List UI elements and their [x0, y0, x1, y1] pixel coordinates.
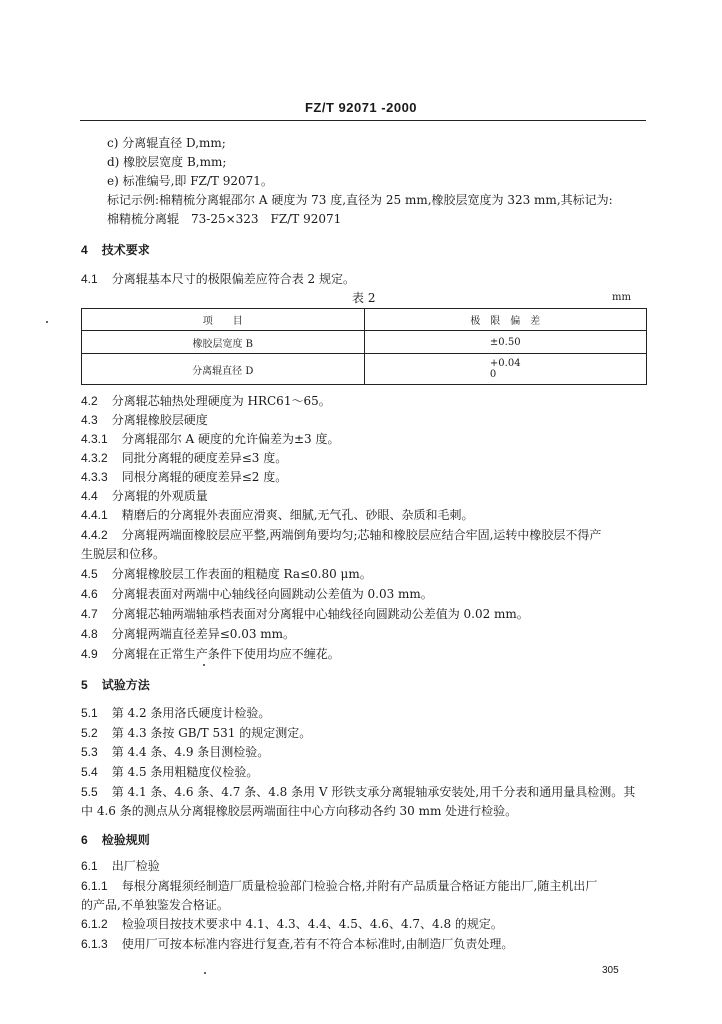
standard-number-header: FZ/T 92071 -2000 [304, 100, 418, 115]
section-4-title: 技术要求 [101, 243, 150, 257]
clause-4-3-2: 4.3.2 同批分离辊的硬度差异≤3 度。 [81, 451, 288, 465]
table-caption: 表 2 [352, 291, 376, 305]
clause-4-6: 4.6 分离辊表面对两端中心轴线径向圆跳动公差值为 0.03 mm。 [81, 587, 433, 601]
section-5-heading: 5 试验方法 [81, 678, 150, 692]
list-item-d: d) 橡胶层宽度 B,mm; [107, 155, 227, 169]
scan-speck [204, 972, 206, 974]
section-4-heading [81, 242, 150, 258]
clause-4-9: 4.9 分离辊在正常生产条件下使用均应不缠花。 [81, 647, 340, 661]
scan-speck [46, 321, 48, 323]
table-cell-item: 分离辊直径 D [82, 354, 365, 385]
list-item-e: e) 标准编号,即 FZ/T 92071。 [107, 174, 273, 188]
marking-example: 标记示例:棉精梳分离辊邵尔 A 硬度为 73 度,直径为 25 mm,橡胶层宽度为 323 mm,其标记为: [107, 193, 613, 207]
clause-4-3-3: 4.3.3 同根分离辊的硬度差异≤2 度。 [81, 470, 288, 484]
clause-4-4-2-cont: 生脱层和位移。 [81, 547, 166, 561]
clause-4-3: 4.3 分离辊橡胶层硬度 [81, 413, 208, 427]
marking-example-code: 棉精梳分离辊 73-25×323 FZ/T 92071 [107, 212, 342, 226]
clause-6-1-1-cont: 的产品,不单独鉴发合格证。 [81, 898, 229, 912]
clause-4-3-1: 4.3.1 分离辊邵尔 A 硬度的允许偏差为±3 度。 [81, 432, 340, 446]
clause-4-5: 4.5 分离辊橡胶层工作表面的粗糙度 Ra≤0.80 μm。 [81, 567, 372, 581]
table-row [82, 354, 647, 385]
clause-5-1: 5.1 第 4.2 条用洛氏硬度计检验。 [81, 706, 271, 720]
clause-4-7: 4.7 分离辊芯轴两端轴承档表面对分离辊中心轴线径向圆跳动公差值为 0.02 mm。 [81, 607, 529, 621]
deviation-upper: +0.04 [489, 358, 521, 369]
scan-speck [203, 664, 205, 666]
clause-6-1: 6.1 出厂检验 [81, 859, 160, 873]
clause-6-1-1: 6.1.1 每根分离辊须经制造厂质量检验部门检验合格,并附有产品质量合格证方能出厂,随主机出厂 [81, 879, 598, 893]
clause-5-2: 5.2 第 4.3 条按 GB/T 531 的规定测定。 [81, 726, 312, 740]
clause-4-1: 4.1 分离辊基本尺寸的极限偏差应符合表 2 规定。 [81, 272, 355, 286]
table-cell-deviation: ±0.50 [364, 331, 647, 354]
header-rule [80, 120, 646, 121]
clause-4-4-2: 4.4.2 分离辊两端面橡胶层应平整,两端倒角要均匀;芯轴和橡胶层应结合牢固,运转中橡胶层不得产 [81, 528, 602, 542]
section-6-heading: 6 检验规则 [81, 833, 150, 847]
clause-6-1-2: 6.1.2 检验项目按技术要求中 4.1、4.3、4.4、4.5、4.6、4.7、4.8 的规定。 [81, 917, 503, 931]
table-cell-deviation [364, 354, 647, 385]
clause-5-4: 5.4 第 4.5 条用粗糙度仪检验。 [81, 765, 259, 779]
clause-4-4: 4.4 分离辊的外观质量 [81, 489, 208, 503]
clause-4-4-1: 4.4.1 精磨后的分离辊外表面应滑爽、细腻,无气孔、砂眼、杂质和毛刺。 [81, 508, 474, 522]
clause-4-2: 4.2 分离辊芯轴热处理硬度为 HRC61～65。 [81, 394, 331, 408]
table-header-deviation: 极 限 偏 差 [364, 309, 647, 331]
clause-4-8: 4.8 分离辊两端直径差异≤0.03 mm。 [81, 627, 296, 641]
table-header-row [82, 309, 647, 331]
clause-5-3: 5.3 第 4.4 条、4.9 条目测检验。 [81, 745, 270, 759]
deviation-lower: 0 [489, 369, 497, 380]
table-header-item: 项 目 [82, 309, 365, 331]
tolerance-table [81, 308, 647, 385]
list-item-c: c) 分离辊直径 D,mm; [107, 136, 226, 150]
clause-5-5: 5.5 第 4.1 条、4.6 条、4.7 条、4.8 条用 V 形铁支承分离辊轴承安装处,用千分表和通用量具检测。其 [81, 785, 636, 799]
section-4-number: 4 [81, 243, 88, 257]
page-number: 305 [602, 965, 619, 976]
table-cell-item: 橡胶层宽度 B [82, 331, 365, 354]
clause-6-1-3: 6.1.3 使用厂可按本标准内容进行复查,若有不符合本标准时,由制造厂负责处理。 [81, 937, 514, 951]
table-row [82, 331, 647, 354]
table-unit: mm [612, 292, 631, 303]
clause-5-5-cont: 中 4.6 条的测点从分离辊橡胶层两端面往中心方向移动各约 30 mm 处进行检验。 [81, 804, 518, 818]
